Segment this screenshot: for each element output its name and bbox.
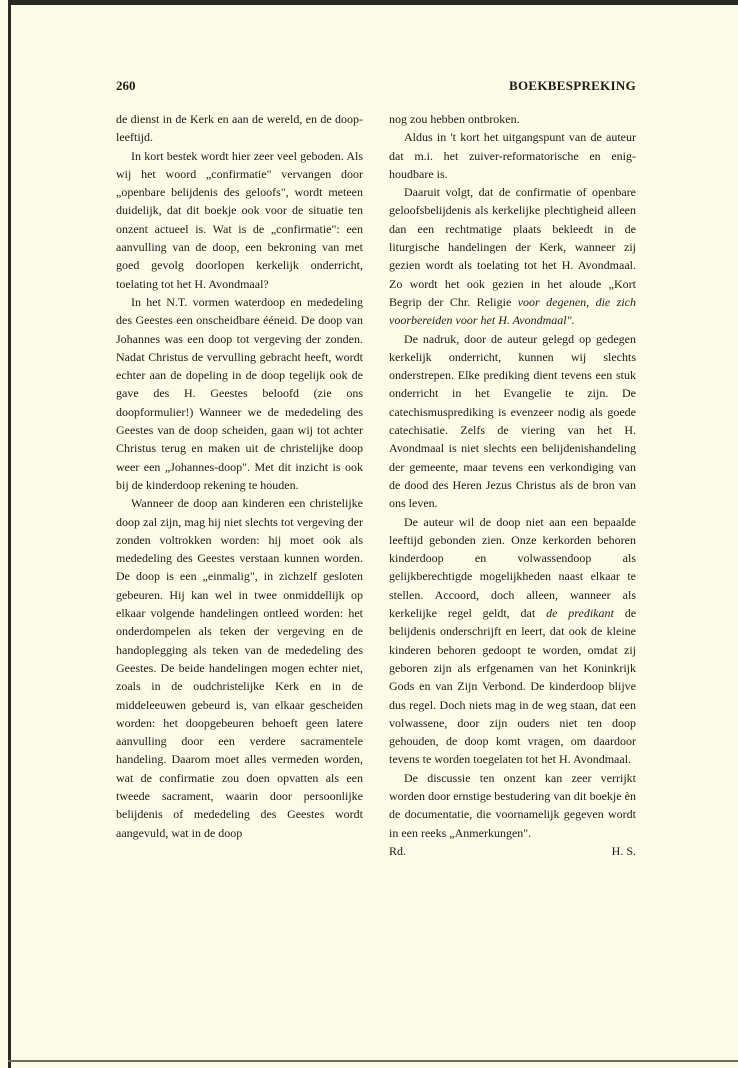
paragraph-text: de belijdenis onderschrijft en leert, dat ook de kleine kinderen behoren gedoopt te worden, omdat zij geboren zijn als erfgenamen van het Koninkrijk Gods en van Zijn Verbond. De kinderdoop blijve dus regel. Doch niets mag in de weg staan, dat een volwassene, door zijn ouders niet ten doop gehouden, de doop komt vragen, om daardoor tevens te worden toegelaten tot het H. Avondmaal.: [389, 606, 637, 767]
paragraph: de dienst in de Kerk en aan de wereld, en de doop-leeftijd.: [116, 112, 363, 145]
left-column: [116, 110, 363, 842]
paragraph: De nadruk, door de auteur gelegd op gedegen kerkelijk onderricht, kunnen wij slechts onderstrepen. Elke prediking dient tevens een stuk onderricht in het Evangelie te zijn. De catechismusprediking is evenzeer nodig als goede catechisatie. Zelfs de viering van het H. Avondmaal is niet slechts een belijdenishandeling der gemeente, maar tevens een verkondiging van de dood des Heren Jezus Christus als de bron van ons leven.: [389, 331, 636, 511]
paragraph: [389, 183, 636, 329]
scan-edge-top: [8, 0, 738, 5]
italic-term: de predikant: [546, 606, 614, 621]
signature-line: [389, 842, 636, 860]
paragraph: In het N.T. vormen waterdoop en mededeling des Geestes een onscheidbare ééneid. De doop van Johannes was een doop tot vergeving der zonden. Nadat Christus de vervulling gebracht heeft, wordt echter aan de dopeling in de doop tegelijk ook de gave des H. Geestes beloofd (zie ons doopformulier!) Wanneer we de mededeling des Geestes van de doop scheiden, gaan wij tot achter Christus terug en maken uit de christelijke doop weer een „Johannes-doop". Met dit inzicht is ook bij de kinderdoop rekening te houden.: [116, 294, 363, 492]
paragraph: In kort bestek wordt hier zeer veel geboden. Als wij het woord „confirmatie" vervangen door „openbare belijdenis des geloofs", wordt meteen duidelijk, dat dit boekje ook voor de situatie ten onzent actueel is. Wat is de „confirmatie": een aanvulling van de doop, een bekroning van met goed gevolg doorlopen kerkelijk onderricht, toelating tot het H. Avondmaal?: [116, 148, 363, 291]
italic-quote: voor degenen, die zich voorbereiden voor het H. Avondmaal".: [389, 294, 637, 328]
paragraph-continuation: nog zou hebben ontbroken.: [389, 112, 520, 126]
signature-right: H. S.: [611, 843, 636, 858]
signature-left: Rd.: [389, 843, 407, 858]
paragraph: Wanneer de doop aan kinderen een christelijke doop zal zijn, mag hij niet slechts tot vergeving der zonden voltrokken worden: hij moet ook als mededeling des Geestes verstaan kunnen worden. De doop is een „einmalig", in zichzelf gesloten gebeuren. Hij kan wel in twee onmiddellijk op elkaar volgende handelingen ontleed worden: het onderdompelen als teken der vergeving en de handoplegging als teken van de mededeling des Geestes. De beide handelingen mogen echter niet, zoals in de oudchristelijke Kerk en in de middeleeuwen gebeurd is, van elkaar gescheiden worden: het doopgebeuren behoeft geen latere aanvulling door een verdere sacramentele handeling. Daarom moet alles vermeden worden, wat de confirmatie zou doen opvatten als een tweede sacrament, waarin door persoonlijke belijdenis of mededeling des Geestes wordt aangevuld, wat in de doop: [116, 496, 363, 840]
right-column: [389, 110, 636, 860]
page-number: 260: [116, 78, 136, 93]
paragraph: Aldus in 't kort het uitgangspunt van de auteur dat m.i. het zuiver-reformatorische en enig-houdbare is.: [389, 130, 636, 181]
paragraph: [389, 513, 636, 769]
scan-edge-bottom: [8, 1060, 738, 1062]
paragraph-text: De auteur wil de doop niet aan een bepaalde leeftijd gebonden zien. Onze kerkorden behoren kinderdoop en volwassendoop als gelijkberechtigde mogelijkheden naast elkaar te stellen. Accoord, doch alleen, wanneer als kerkelijke regel geldt, dat: [389, 514, 636, 621]
running-title: BOEKBESPREKING: [508, 78, 636, 93]
paragraph: De discussie ten onzent kan zeer verrijkt worden door ernstige bestudering van dit boekje èn de documentatie, die voornamelijk gegeven wordt in een reeks „Anmerkungen".: [389, 770, 636, 840]
paragraph-text: Daaruit volgt, dat de confirmatie of openbare geloofsbelijdenis als kerkelijke plechtigheid alleen dan een rechtmatige plaats bekleedt in de liturgische handelingen der Kerk, wanneer zij gezien wordt als toelating tot het H. Avondmaal. Zo wordt het ook gezien in het aloude „Kort Begrip der Chr. Religie: [389, 185, 636, 309]
page-header: [116, 78, 636, 98]
scan-edge-left: [8, 0, 11, 1068]
